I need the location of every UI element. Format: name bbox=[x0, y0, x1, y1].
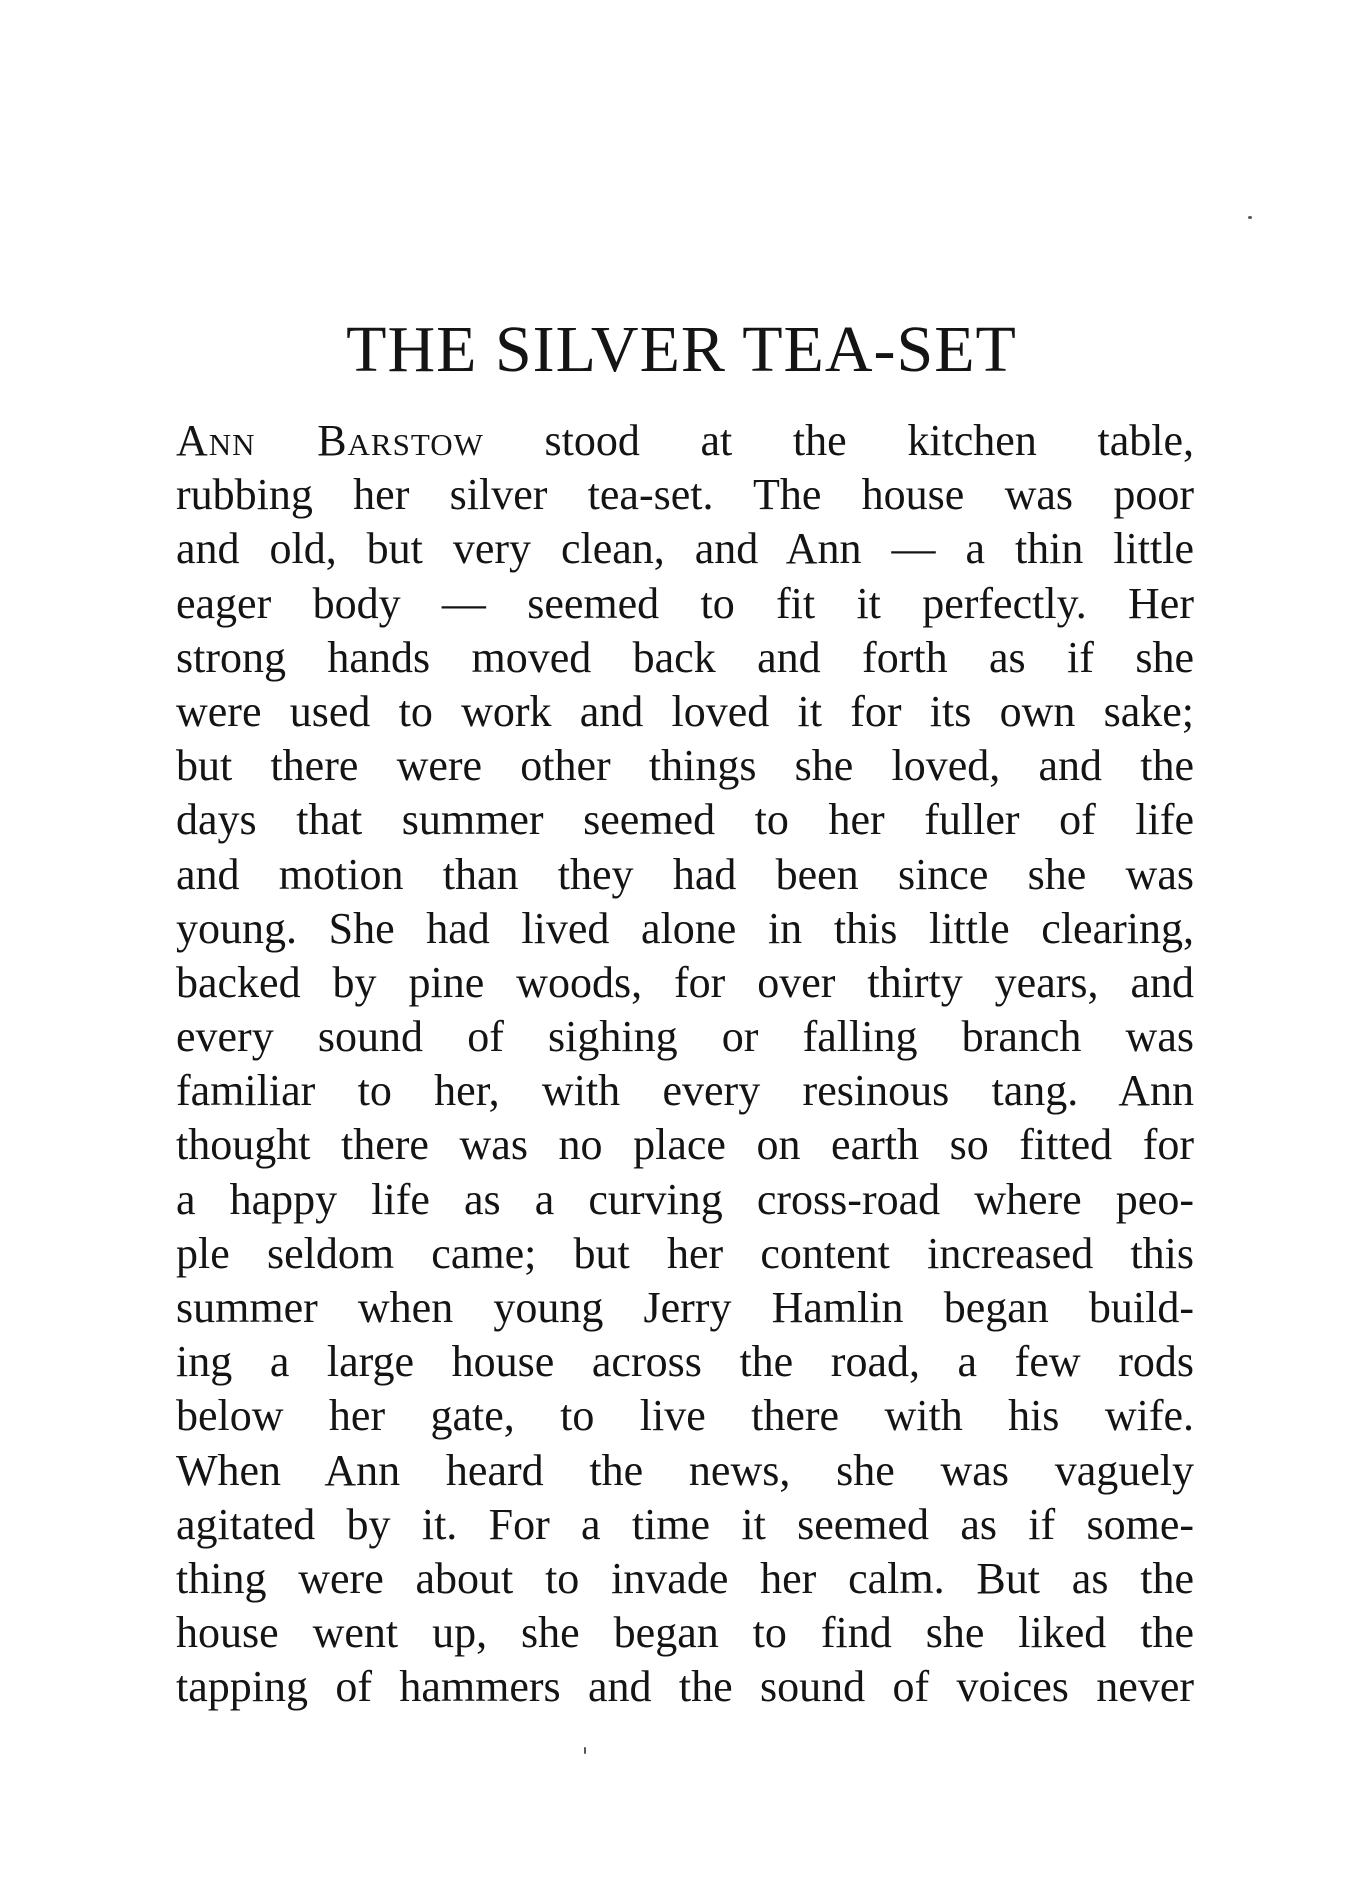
print-speck bbox=[584, 1747, 586, 1754]
text-line: young. She had lived alone in this little clearing, bbox=[176, 903, 1194, 953]
line-rest: stood at the kitchen table, bbox=[544, 416, 1194, 465]
text-line: and motion than they had been since she was bbox=[176, 849, 1194, 899]
text-line: house went up, she began to find she liked the bbox=[176, 1608, 1194, 1658]
text-line: below her gate, to live there with his wife. bbox=[176, 1391, 1194, 1441]
chapter-title: THE SILVER TEA-SET bbox=[346, 313, 1017, 386]
text-line: ple seldom came; but her content increased this bbox=[176, 1228, 1194, 1278]
text-line bbox=[176, 414, 1194, 468]
text-line: days that summer seemed to her fuller of life bbox=[176, 795, 1194, 845]
lead-words: Ann Barstow bbox=[176, 416, 484, 465]
text-line: tapping of hammers and the sound of voices never bbox=[176, 1662, 1194, 1712]
text-line: eager body — seemed to fit it perfectly. Her bbox=[176, 578, 1194, 628]
text-line: thought there was no place on earth so fitted for bbox=[176, 1120, 1194, 1170]
text-line: rubbing her silver tea-set. The house was poor bbox=[176, 470, 1194, 520]
text-line: agitated by it. For a time it seemed as if some- bbox=[176, 1499, 1194, 1549]
text-line: strong hands moved back and forth as if she bbox=[176, 632, 1194, 682]
body-text bbox=[176, 414, 1194, 1715]
text-line: When Ann heard the news, she was vaguely bbox=[176, 1445, 1194, 1495]
text-line: and old, but very clean, and Ann — a thin little bbox=[176, 524, 1194, 574]
text-line: ing a large house across the road, a few rods bbox=[176, 1337, 1194, 1387]
text-line: every sound of sighing or falling branch was bbox=[176, 1012, 1194, 1062]
text-line: a happy life as a curving cross-road where peo- bbox=[176, 1174, 1194, 1224]
text-line: but there were other things she loved, and the bbox=[176, 741, 1194, 791]
text-line: backed by pine woods, for over thirty years, and bbox=[176, 957, 1194, 1007]
text-line: thing were about to invade her calm. But as the bbox=[176, 1553, 1194, 1603]
text-line: summer when young Jerry Hamlin began build- bbox=[176, 1283, 1194, 1332]
text-line: were used to work and loved it for its own sake; bbox=[176, 686, 1194, 736]
text-line: familiar to her, with every resinous tang. Ann bbox=[176, 1066, 1194, 1116]
print-speck bbox=[1248, 216, 1252, 219]
